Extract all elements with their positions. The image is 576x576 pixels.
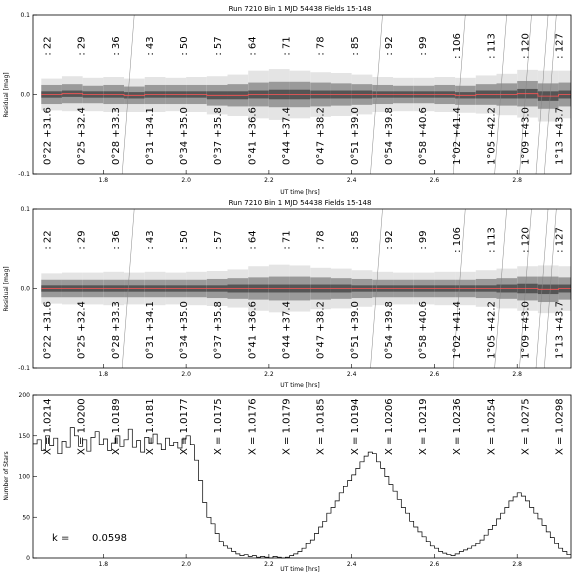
field-label: : 43 [144, 230, 156, 250]
x-tick-label: 2.2 [264, 177, 274, 184]
color-label: X = 1.0236 [452, 398, 464, 455]
color-label: X = 1.0189 [110, 398, 122, 455]
color-label: X = 1.0181 [144, 398, 156, 455]
airmass-label: 0°37 +35.8 [213, 107, 225, 165]
panel-3-y-label: Number of Stars [3, 451, 10, 501]
y-tick-label: 50 [22, 514, 30, 522]
color-label: X = 1.0254 [486, 398, 498, 455]
field-label: : 71 [281, 230, 293, 250]
color-label: X = 1.0206 [383, 398, 395, 455]
field-label: : 113 [486, 227, 498, 253]
color-label: X = 1.0175 [213, 398, 225, 455]
x-tick-label: 2.6 [429, 561, 440, 568]
y-tick-label: 100 [18, 473, 30, 481]
airmass-label: 0°54 +39.8 [383, 107, 395, 165]
y-tick-label: 0.0 [20, 285, 30, 293]
airmass-label: 1°02 +41.4 [452, 301, 464, 359]
x-tick-label: 2.0 [181, 561, 191, 568]
airmass-label: 0°58 +40.6 [418, 107, 430, 165]
airmass-label: 0°31 +34.1 [144, 107, 156, 165]
airmass-label: 1°05 +42.2 [486, 301, 498, 359]
panel-3-x-label: UT time [hrs] [280, 566, 320, 573]
field-label: : 85 [349, 230, 361, 250]
field-label: : 99 [418, 230, 430, 250]
color-label: X = 1.0177 [179, 398, 191, 455]
y-tick-label: 0.0 [20, 91, 30, 99]
airmass-label: 1°05 +42.2 [486, 107, 498, 165]
y-tick-label: -0.1 [18, 171, 30, 178]
x-tick-label: 2.6 [429, 371, 440, 378]
airmass-label: 1°13 +43.7 [554, 301, 566, 359]
color-label: X = 1.0275 [520, 398, 532, 455]
airmass-label: 0°54 +39.8 [383, 301, 395, 359]
x-tick-label: 1.8 [98, 561, 109, 568]
airmass-label: 0°25 +32.4 [76, 301, 88, 359]
airmass-label: 1°13 +43.7 [554, 107, 566, 165]
x-tick-label: 2.2 [264, 561, 274, 568]
color-label: X = 1.0219 [418, 398, 430, 455]
panel-2-x-label: UT time [hrs] [280, 382, 320, 389]
field-label: : 92 [383, 230, 395, 250]
airmass-label: 0°58 +40.6 [418, 301, 430, 359]
x-tick-label: 1.8 [98, 371, 109, 378]
field-label: : 29 [76, 36, 88, 56]
airmass-label: 0°34 +35.0 [179, 107, 191, 165]
panel-1-title: Run 7210 Bin 1 MJD 54438 Fields 15-148 [228, 5, 372, 13]
x-tick-label: 2.4 [346, 561, 357, 568]
field-label: : 78 [315, 230, 327, 250]
field-label: : 36 [110, 230, 122, 250]
panel-residual-2 [3, 199, 571, 389]
field-label: : 99 [418, 36, 430, 56]
color-label: X = 1.0194 [349, 398, 361, 455]
panel-histogram [3, 392, 571, 573]
airmass-label: 1°09 +43.0 [520, 107, 532, 165]
y-tick-label: 0 [26, 555, 30, 562]
airmass-label: 0°22 +31.6 [42, 301, 54, 359]
field-label: : 113 [486, 33, 498, 59]
x-tick-label: 2.2 [264, 371, 274, 378]
x-tick-label: 2.6 [429, 177, 440, 184]
field-label: : 22 [42, 230, 54, 250]
field-label: : 43 [144, 36, 156, 56]
field-label: : 127 [554, 227, 566, 253]
airmass-label: 0°51 +39.0 [349, 301, 361, 359]
field-label: : 50 [179, 36, 191, 56]
color-label: X = 1.0298 [554, 398, 566, 455]
x-tick-label: 2.8 [512, 177, 522, 184]
k-label: k = [52, 533, 70, 544]
field-label: : 50 [179, 230, 191, 250]
airmass-label: 0°41 +36.6 [247, 301, 259, 359]
airmass-label: 0°44 +37.4 [281, 301, 293, 359]
panel-1-y-label: Residual [mag] [3, 72, 10, 118]
airmass-label: 1°02 +41.4 [452, 107, 464, 165]
airmass-label: 0°34 +35.0 [179, 301, 191, 359]
airmass-label: 0°47 +38.2 [315, 107, 327, 165]
panel-2-x-ticks [99, 364, 523, 378]
x-tick-label: 2.4 [346, 371, 357, 378]
airmass-label: 0°31 +34.1 [144, 301, 156, 359]
airmass-label: 0°47 +38.2 [315, 301, 327, 359]
field-label: : 36 [110, 36, 122, 56]
y-tick-label: 0.1 [20, 206, 30, 213]
panel-3-y-ticks [19, 392, 37, 562]
airmass-label: 1°09 +43.0 [520, 301, 532, 359]
x-tick-label: 1.8 [98, 177, 109, 184]
field-label: : 64 [247, 230, 259, 250]
panel-2-field-labels [42, 227, 565, 253]
x-tick-label: 2.4 [346, 177, 357, 184]
field-label: : 78 [315, 36, 327, 56]
x-tick-label: 2.8 [512, 561, 522, 568]
panel-1-field-labels [42, 33, 565, 59]
panel-2-y-label: Residual [mag] [3, 266, 10, 312]
field-label: : 22 [42, 36, 54, 56]
y-tick-label: 200 [18, 392, 30, 399]
airmass-label: 0°22 +31.6 [42, 107, 54, 165]
field-label: : 92 [383, 36, 395, 56]
y-tick-label: 150 [18, 432, 30, 440]
field-label: : 106 [452, 33, 464, 59]
field-label: : 57 [213, 36, 225, 56]
field-label: : 106 [452, 227, 464, 253]
panel-1-y-ticks [18, 12, 37, 178]
x-tick-label: 2.8 [512, 371, 522, 378]
color-label: X = 1.0200 [76, 398, 88, 455]
field-label: : 85 [349, 36, 361, 56]
color-label: X = 1.0214 [42, 398, 54, 455]
x-tick-label: 2.0 [181, 177, 191, 184]
field-label: : 29 [76, 230, 88, 250]
field-label: : 120 [520, 227, 532, 253]
airmass-label: 0°44 +37.4 [281, 107, 293, 165]
k-value: 0.0598 [92, 533, 127, 544]
color-label: X = 1.0176 [247, 398, 259, 455]
panel-residual-1 [3, 5, 571, 196]
airmass-label: 0°41 +36.6 [247, 107, 259, 165]
color-label: X = 1.0185 [315, 398, 327, 455]
field-label: : 57 [213, 230, 225, 250]
field-label: : 120 [520, 33, 532, 59]
airmass-label: 0°25 +32.4 [76, 107, 88, 165]
airmass-label: 0°28 +33.3 [110, 107, 122, 165]
panel-2-y-ticks [18, 206, 37, 372]
airmass-label: 0°37 +35.8 [213, 301, 225, 359]
airmass-label: 0°28 +33.3 [110, 301, 122, 359]
panel-1-x-ticks [99, 170, 523, 184]
color-label: X = 1.0179 [281, 398, 293, 455]
field-label: : 127 [554, 33, 566, 59]
y-tick-label: -0.1 [18, 365, 30, 372]
field-label: : 64 [247, 36, 259, 56]
field-label: : 71 [281, 36, 293, 56]
airmass-label: 0°51 +39.0 [349, 107, 361, 165]
panel-2-title: Run 7210 Bin 1 MJD 54438 Fields 15-148 [228, 199, 372, 207]
panel-1-x-label: UT time [hrs] [280, 189, 320, 196]
x-tick-label: 2.0 [181, 371, 191, 378]
y-tick-label: 0.1 [20, 12, 30, 19]
